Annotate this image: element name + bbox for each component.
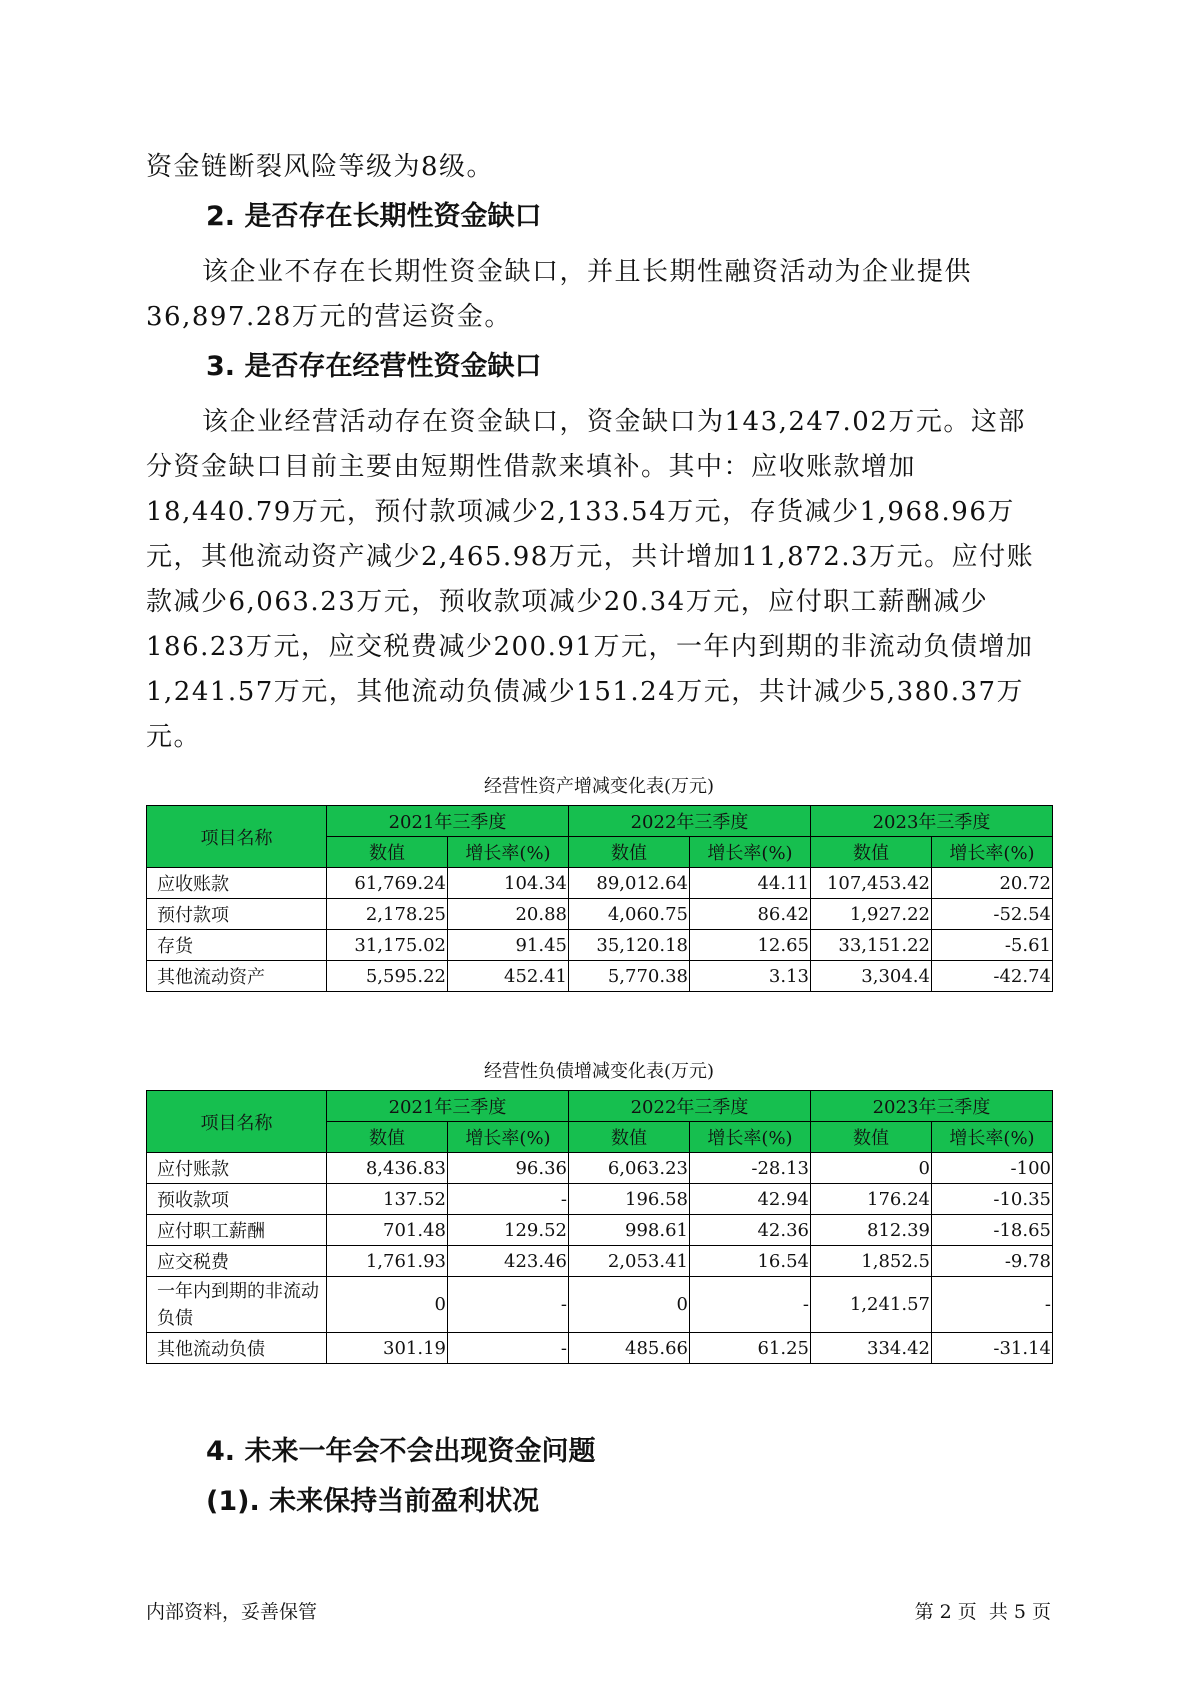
header-growth: 增长率(%) [690,837,811,868]
row-name: 应付职工薪酬 [147,1215,327,1246]
cell-value: 998.61 [569,1215,690,1246]
cell-value: 485.66 [569,1333,690,1364]
cell-value: 89,012.64 [569,868,690,899]
table-row [147,1184,1053,1215]
cell-value: 0 [327,1277,448,1333]
row-name: 应收账款 [147,868,327,899]
cell-growth: - [448,1277,569,1333]
table-row [147,1246,1053,1277]
cell-value: 8,436.83 [327,1153,448,1184]
cell-growth: 96.36 [448,1153,569,1184]
header-year-2023: 2023年三季度 [811,1091,1053,1122]
cell-value: 812.39 [811,1215,932,1246]
row-name: 应交税费 [147,1246,327,1277]
cell-value: 6,063.23 [569,1153,690,1184]
header-year-2021: 2021年三季度 [327,806,569,837]
cell-value: 2,053.41 [569,1246,690,1277]
cell-value: 196.58 [569,1184,690,1215]
cell-value: 334.42 [811,1333,932,1364]
header-year-2023: 2023年三季度 [811,806,1053,837]
header-growth: 增长率(%) [932,837,1053,868]
cell-growth: 20.72 [932,868,1053,899]
liabilities-table [146,1090,1053,1364]
table-row [147,1333,1053,1364]
row-name: 其他流动负债 [147,1333,327,1364]
cell-growth: -5.61 [932,930,1053,961]
cell-value: 301.19 [327,1333,448,1364]
table-row [147,868,1053,899]
cell-growth: - [932,1277,1053,1333]
table-row [147,1153,1053,1184]
cell-value: 5,595.22 [327,961,448,992]
cell-value: 1,852.5 [811,1246,932,1277]
cell-growth: 42.94 [690,1184,811,1215]
assets-table [146,805,1053,992]
footer-page-number: 第 2 页 共 5 页 [914,1601,1051,1623]
cell-growth: 129.52 [448,1215,569,1246]
cell-growth: -31.14 [932,1333,1053,1364]
cell-value: 33,151.22 [811,930,932,961]
section-heading-3: 3. 是否存在经营性资金缺口 [206,351,542,382]
cell-value: 137.52 [327,1184,448,1215]
cell-growth: 423.46 [448,1246,569,1277]
header-item-name: 项目名称 [147,806,327,868]
cell-value: 1,241.57 [811,1277,932,1333]
cell-growth: -18.65 [932,1215,1053,1246]
cell-growth: 86.42 [690,899,811,930]
cell-value: 701.48 [327,1215,448,1246]
section-paragraph-2: 该企业不存在长期性资金缺口，并且长期性融资活动为企业提供36,897.28万元的营运资金。 [146,257,973,332]
cell-growth: 61.25 [690,1333,811,1364]
cell-growth: 452.41 [448,961,569,992]
cell-growth: - [448,1184,569,1215]
row-name: 预付款项 [147,899,327,930]
cell-growth: - [448,1333,569,1364]
cell-value: 1,761.93 [327,1246,448,1277]
header-item-name: 项目名称 [147,1091,327,1153]
table-row [147,930,1053,961]
header-year-2021: 2021年三季度 [327,1091,569,1122]
cell-value: 2,178.25 [327,899,448,930]
continuation-text: 资金链断裂风险等级为8级。 [146,152,495,182]
header-year-2022: 2022年三季度 [569,1091,811,1122]
cell-growth: 42.36 [690,1215,811,1246]
cell-growth: - [690,1277,811,1333]
header-value: 数值 [811,1122,932,1153]
table-row [147,961,1053,992]
header-year-2022: 2022年三季度 [569,806,811,837]
row-name: 存货 [147,930,327,961]
header-value: 数值 [569,1122,690,1153]
section-paragraph-3: 该企业经营活动存在资金缺口，资金缺口为143,247.02万元。这部分资金缺口目前主要由短期性借款来填补。其中：应收账款增加18,440.79万元，预付款项减少2,133.54万元，存货减少1,968.96万元，其他流动资产减少2,465.98万元，共计增加11,872.3万元。应付账款减少6,063.23万元，预收款项减少20.34万元，应付职工薪酬减少186.23万元，应交税费减少200.91万元，一年内到期的非流动负债增加1,241.57万元，其他流动负债减少151.24万元，共计减少5,380.37万元。 [146,407,1035,752]
cell-growth: -100 [932,1153,1053,1184]
cell-value: 61,769.24 [327,868,448,899]
header-growth: 增长率(%) [448,837,569,868]
cell-value: 1,927.22 [811,899,932,930]
cell-value: 35,120.18 [569,930,690,961]
assets-table-caption: 经营性资产增减变化表(万元) [483,776,715,797]
row-name: 其他流动资产 [147,961,327,992]
cell-value: 3,304.4 [811,961,932,992]
cell-growth: 20.88 [448,899,569,930]
section-heading-2: 2. 是否存在长期性资金缺口 [206,201,542,232]
header-value: 数值 [569,837,690,868]
row-name: 应付账款 [147,1153,327,1184]
cell-growth: -52.54 [932,899,1053,930]
header-growth: 增长率(%) [448,1122,569,1153]
subsection-heading-4-1: (1). 未来保持当前盈利状况 [206,1486,540,1517]
header-value: 数值 [327,837,448,868]
row-name: 预收款项 [147,1184,327,1215]
table-row [147,1277,1053,1333]
cell-growth: 104.34 [448,868,569,899]
cell-growth: 3.13 [690,961,811,992]
header-value: 数值 [327,1122,448,1153]
cell-growth: 16.54 [690,1246,811,1277]
cell-growth: -42.74 [932,961,1053,992]
cell-growth: -28.13 [690,1153,811,1184]
footer-confidential-note: 内部资料，妥善保管 [146,1601,318,1623]
header-value: 数值 [811,837,932,868]
cell-growth: -10.35 [932,1184,1053,1215]
cell-value: 107,453.42 [811,868,932,899]
cell-value: 5,770.38 [569,961,690,992]
cell-value: 0 [811,1153,932,1184]
table-row [147,1215,1053,1246]
header-growth: 增长率(%) [932,1122,1053,1153]
cell-growth: 44.11 [690,868,811,899]
cell-value: 31,175.02 [327,930,448,961]
section-heading-4: 4. 未来一年会不会出现资金问题 [206,1436,596,1467]
row-name: 一年内到期的非流动负债 [147,1277,327,1333]
header-growth: 增长率(%) [690,1122,811,1153]
liabilities-table-caption: 经营性负债增减变化表(万元) [483,1061,715,1082]
cell-growth: 91.45 [448,930,569,961]
cell-growth: -9.78 [932,1246,1053,1277]
cell-value: 0 [569,1277,690,1333]
table-row [147,899,1053,930]
cell-value: 4,060.75 [569,899,690,930]
cell-growth: 12.65 [690,930,811,961]
cell-value: 176.24 [811,1184,932,1215]
